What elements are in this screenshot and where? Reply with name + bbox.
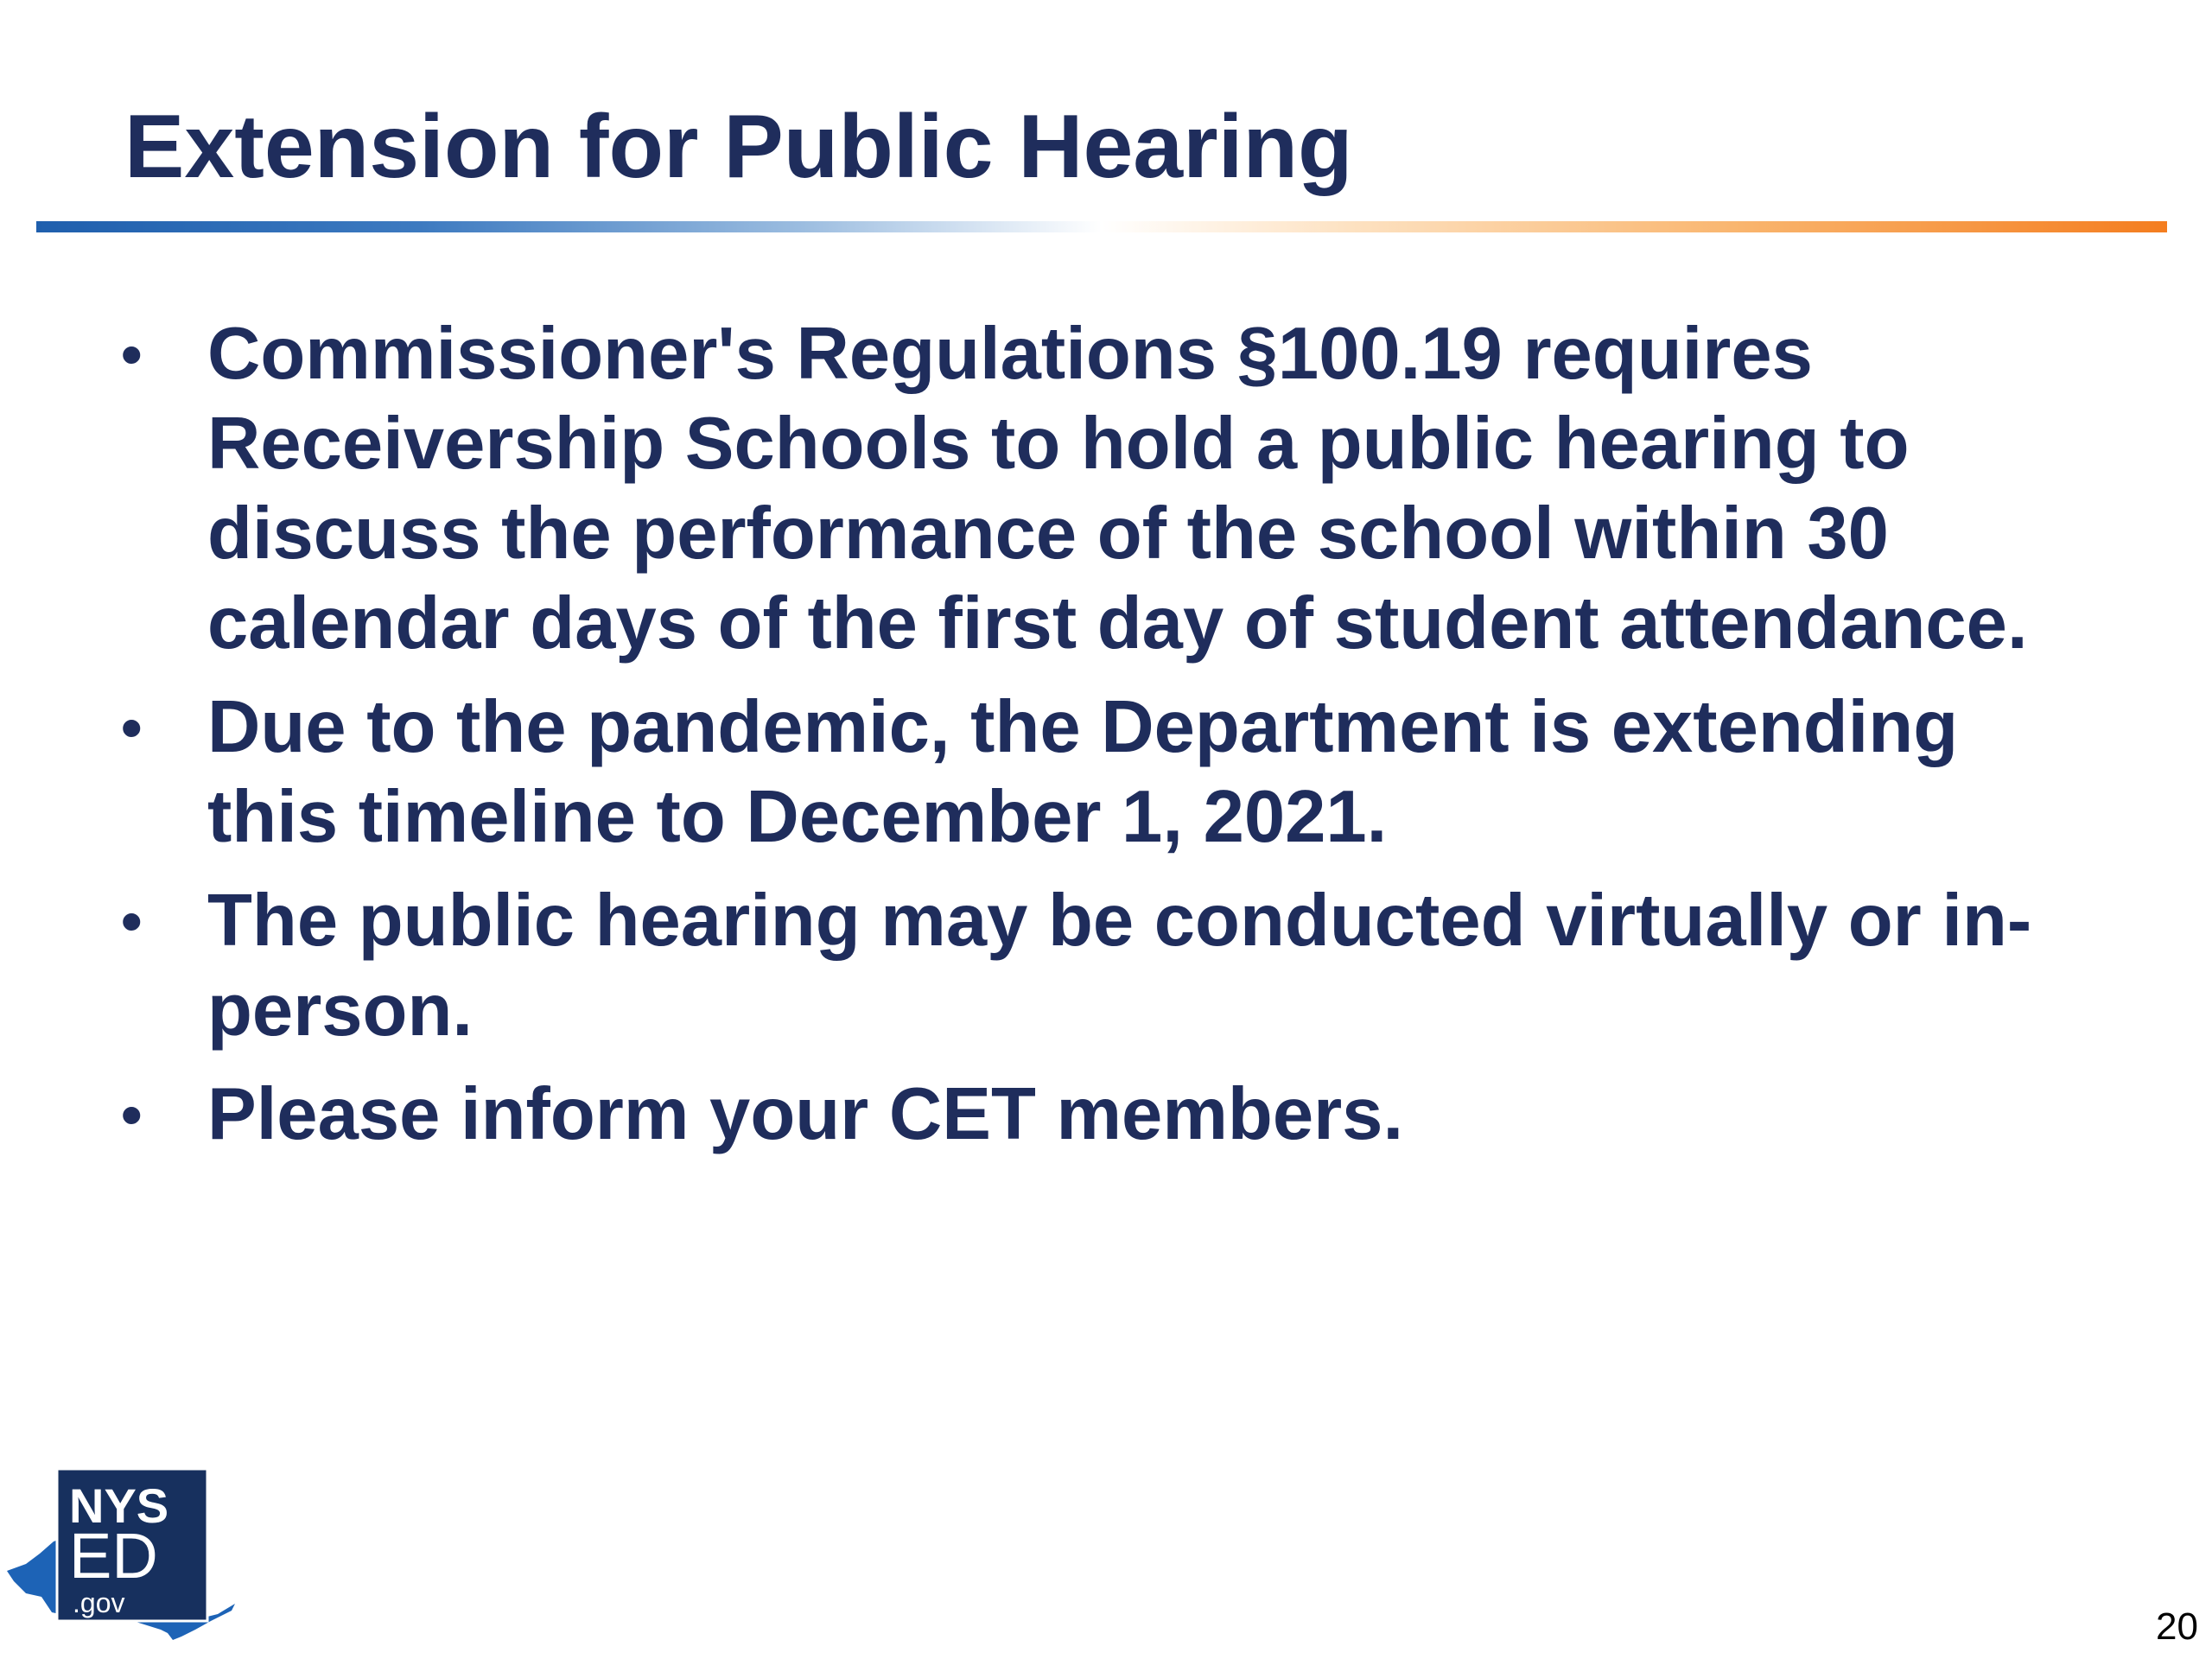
bullet-text: The public hearing may be conducted virtually or in-person. [207, 880, 2032, 1052]
bullet-text: Due to the pandemic, the Department is extending this timeline to December 1, 2021. [207, 686, 1959, 858]
bullet-marker: • [121, 887, 143, 955]
logo-ed-text: ED [69, 1520, 158, 1592]
bullet-text: Commissioner's Regulations §100.19 requires Receivership Schools to hold a public hearing to discuss the performance of the school within 30 calendar days of the first day of student attendance. [207, 313, 2028, 664]
title-divider [36, 221, 2167, 232]
bullet-list [121, 309, 2039, 1173]
bullet-item [121, 876, 2039, 1056]
page-number: 20 [2156, 1605, 2198, 1648]
bullet-item [121, 309, 2039, 669]
bullet-marker: • [121, 694, 143, 761]
bullet-item [121, 1070, 2039, 1160]
nysed-logo-icon [3, 1460, 238, 1643]
logo-gov-text: .gov [73, 1587, 125, 1618]
bullet-text: Please inform your CET members. [207, 1073, 1404, 1155]
slide-title: Extension for Public Hearing [124, 97, 1353, 197]
bullet-marker: • [121, 321, 143, 388]
bullet-marker: • [121, 1081, 143, 1148]
logo-nys-text: NYS [69, 1478, 169, 1533]
bullet-item [121, 683, 2039, 862]
